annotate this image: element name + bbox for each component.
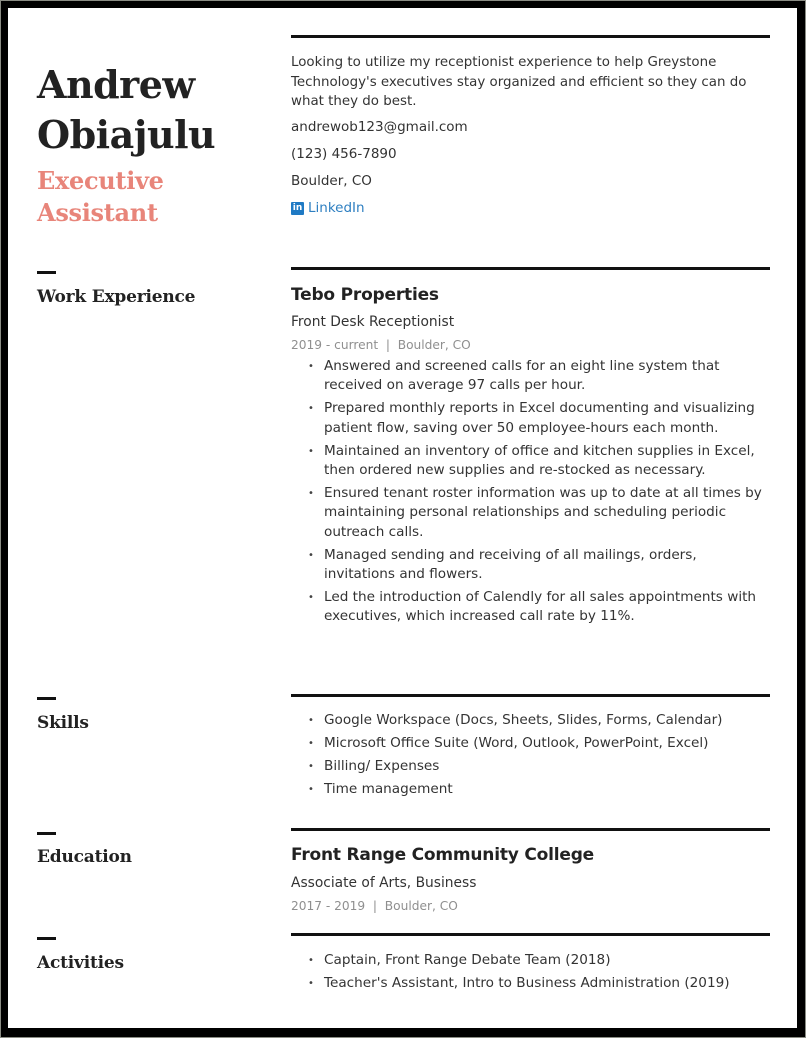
section-label-skills: Skills bbox=[37, 713, 89, 733]
section-rule-work bbox=[291, 267, 770, 270]
section-dash-activities bbox=[37, 937, 56, 940]
contact-email[interactable]: andrewob123@gmail.com bbox=[291, 119, 468, 135]
first-name: Andrew bbox=[37, 62, 195, 107]
skill-item: • Microsoft Office Suite (Word, Outlook, PowerPoint, Excel) bbox=[291, 734, 770, 753]
resume-page bbox=[8, 8, 797, 1028]
section-rule-skills bbox=[291, 694, 770, 697]
work-bullet: • Maintained an inventory of office and kitchen supplies in Excel, then ordered new supplies and re-stocked as necessary. bbox=[291, 442, 770, 481]
section-rule-education bbox=[291, 828, 770, 831]
summary-text: Looking to utilize my receptionist experience to help Greystone Technology's executives stay organized and efficient so they can do what they do best. bbox=[291, 55, 747, 109]
education-meta: 2017 - 2019 | Boulder, CO bbox=[291, 899, 458, 913]
degree: Associate of Arts, Business bbox=[291, 875, 477, 891]
job-title-line1: Executive bbox=[37, 166, 164, 195]
linkedin-label: LinkedIn bbox=[308, 200, 365, 216]
work-bullets bbox=[291, 357, 770, 630]
job-meta: 2019 - current | Boulder, CO bbox=[291, 338, 471, 352]
activity-item: • Teacher's Assistant, Intro to Business Administration (2019) bbox=[291, 974, 770, 993]
contact-phone: (123) 456-7890 bbox=[291, 146, 397, 162]
header-rule bbox=[291, 35, 770, 38]
contact-location: Boulder, CO bbox=[291, 173, 372, 189]
work-bullet: • Led the introduction of Calendly for all sales appointments with executives, which increased call rate by 11%. bbox=[291, 588, 770, 627]
activity-item: • Captain, Front Range Debate Team (2018) bbox=[291, 951, 770, 970]
skills-list bbox=[291, 711, 770, 803]
school-name: Front Range Community College bbox=[291, 845, 594, 865]
section-dash-work bbox=[37, 271, 56, 274]
section-dash-education bbox=[37, 832, 56, 835]
candidate-name bbox=[37, 60, 215, 160]
section-label-work: Work Experience bbox=[37, 287, 196, 307]
job-role: Front Desk Receptionist bbox=[291, 314, 455, 330]
skill-item: • Time management bbox=[291, 780, 770, 799]
work-bullet: • Prepared monthly reports in Excel documenting and visualizing patient flow, saving over 50 employee-hours each month. bbox=[291, 399, 770, 438]
linkedin-link[interactable] bbox=[291, 199, 365, 219]
skill-item: • Google Workspace (Docs, Sheets, Slides, Forms, Calendar) bbox=[291, 711, 770, 730]
work-bullet: • Ensured tenant roster information was up to date at all times by maintaining personal relationships and scheduling periodic outreach calls. bbox=[291, 484, 770, 542]
work-bullet: • Answered and screened calls for an eight line system that received on average 97 calls per hour. bbox=[291, 357, 770, 396]
work-bullet: • Managed sending and receiving of all mailings, orders, invitations and flowers. bbox=[291, 546, 770, 585]
job-title-line2: Assistant bbox=[37, 198, 158, 227]
last-name: Obiajulu bbox=[37, 112, 216, 157]
linkedin-icon: in bbox=[292, 203, 303, 214]
section-label-education: Education bbox=[37, 847, 132, 867]
section-rule-activities bbox=[291, 933, 770, 936]
section-label-activities: Activities bbox=[37, 953, 124, 973]
skill-item: • Billing/ Expenses bbox=[291, 757, 770, 776]
job-title bbox=[37, 165, 164, 229]
section-dash-skills bbox=[37, 697, 56, 700]
company-name: Tebo Properties bbox=[291, 285, 439, 305]
page-frame bbox=[1, 1, 805, 1037]
activities-list bbox=[291, 951, 770, 997]
